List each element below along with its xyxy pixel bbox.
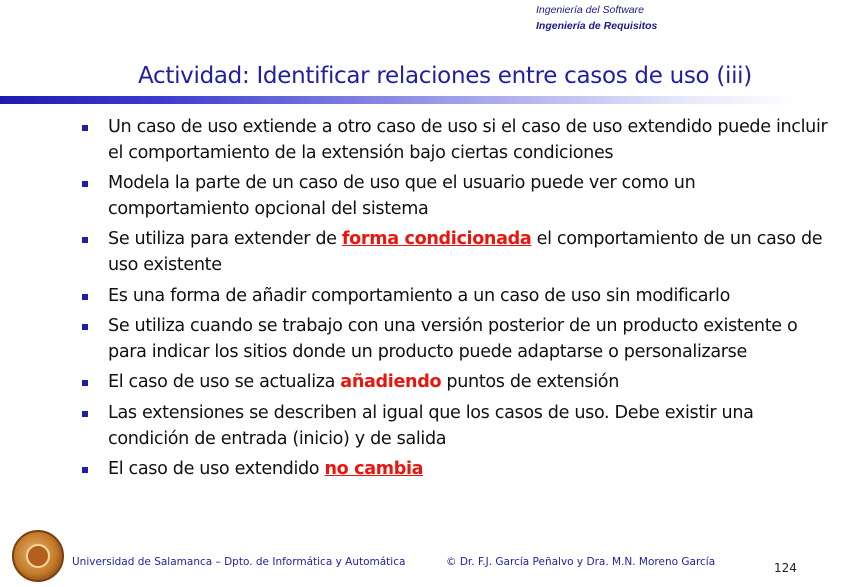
bullet-text: Un caso de uso extiende a otro caso de uso si el caso de uso extendido puede incluir el comportamiento de la extensión bajo ciertas condiciones bbox=[108, 117, 828, 163]
header-subject: Ingeniería de Requisitos bbox=[536, 20, 658, 32]
square-bullet-icon bbox=[82, 467, 88, 473]
slide-title: Actividad: Identificar relaciones entre casos de uso (iii) bbox=[138, 63, 752, 89]
square-bullet-icon bbox=[82, 125, 88, 131]
header-course-info bbox=[536, 2, 657, 34]
bullet-text: Modela la parte de un caso de uso que el usuario puede ver como un comportamiento opcional del sistema bbox=[108, 173, 696, 219]
university-seal-icon bbox=[12, 530, 64, 582]
square-bullet-icon bbox=[82, 181, 88, 187]
bullet-item bbox=[0, 457, 848, 483]
bullet-text-after: el comportamiento de un caso de uso existente bbox=[108, 229, 823, 275]
bullet-text-before: El caso de uso se actualiza bbox=[108, 372, 341, 393]
square-bullet-icon bbox=[82, 294, 88, 300]
footer-institution: Universidad de Salamanca – Dpto. de Informática y Automática bbox=[72, 556, 406, 568]
square-bullet-icon bbox=[82, 324, 88, 330]
page-number: 124 bbox=[774, 561, 797, 575]
square-bullet-icon bbox=[82, 380, 88, 386]
bullet-item bbox=[0, 401, 848, 452]
bullet-item bbox=[0, 370, 848, 396]
title-underline-bar bbox=[0, 96, 800, 104]
bullet-highlight: añadiendo bbox=[340, 372, 442, 393]
bullet-highlight: no cambia bbox=[324, 459, 424, 480]
bullet-item bbox=[0, 314, 848, 365]
bullet-item bbox=[0, 284, 848, 310]
bullet-text-before: El caso de uso extendido bbox=[108, 459, 325, 480]
seal-inner-ring bbox=[26, 544, 50, 568]
bullet-text-after: puntos de extensión bbox=[441, 372, 620, 393]
square-bullet-icon bbox=[82, 237, 88, 243]
header-course: Ingeniería del Software bbox=[536, 4, 644, 16]
bullet-text: Se utiliza cuando se trabajo con una versión posterior de un producto existente o para indicar los sitios donde un producto puede adaptarse o personalizarse bbox=[108, 316, 798, 362]
bullet-item bbox=[0, 171, 848, 222]
bullet-text-before: Se utiliza para extender de bbox=[108, 229, 342, 250]
bullet-item bbox=[0, 227, 848, 278]
bullet-item bbox=[0, 115, 848, 166]
square-bullet-icon bbox=[82, 411, 88, 417]
bullet-highlight: forma condicionada bbox=[341, 229, 532, 250]
bullet-text: Las extensiones se describen al igual que los casos de uso. Debe existir una condición de entrada (inicio) y de salida bbox=[108, 402, 754, 449]
bullet-text: Es una forma de añadir comportamiento a un caso de uso sin modificarlo bbox=[108, 285, 730, 306]
footer-copyright: © Dr. F.J. García Peñalvo y Dra. M.N. Moreno García bbox=[446, 556, 716, 568]
bullet-list bbox=[0, 115, 848, 488]
